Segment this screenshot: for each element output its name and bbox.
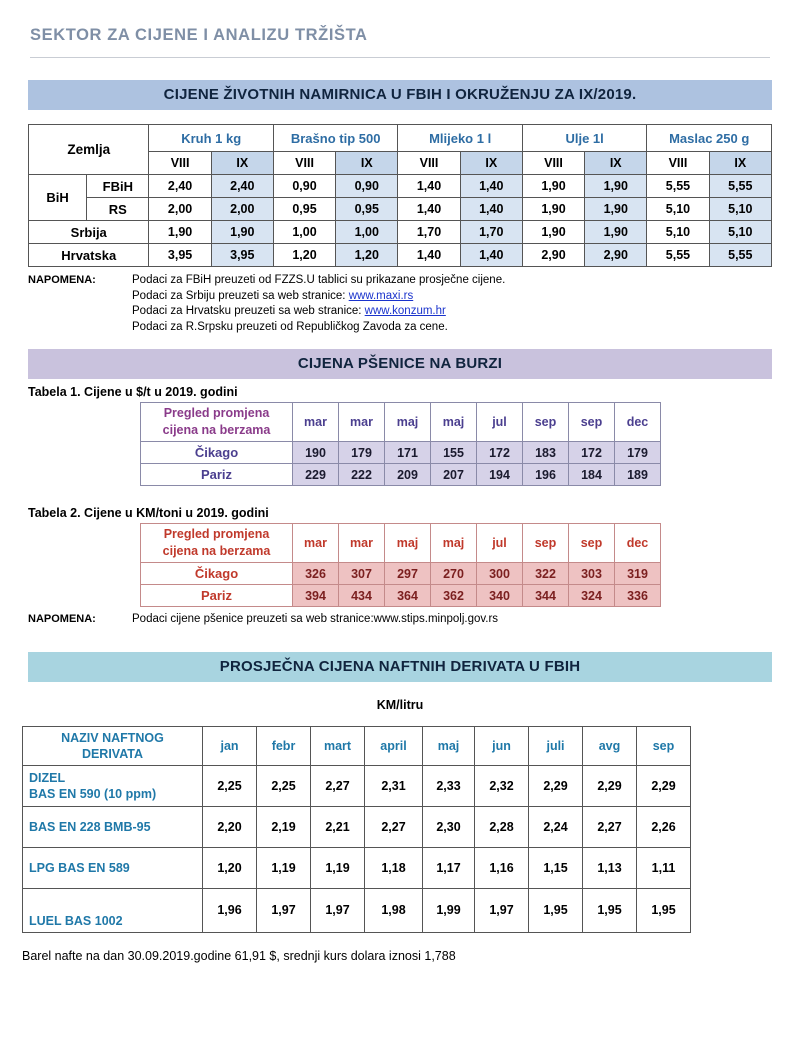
- cell-value: 2,27: [365, 806, 423, 847]
- month-header: IX: [211, 152, 273, 175]
- cell-value: 1,90: [149, 221, 211, 244]
- footer-note: Barel nafte na dan 30.09.2019.godine 61,91 $, srednji kurs dolara iznosi 1,788: [22, 948, 456, 963]
- month-header: jan: [203, 726, 257, 765]
- note-link-maxi[interactable]: www.maxi.rs: [348, 289, 414, 302]
- month-header: sep: [637, 726, 691, 765]
- corner-label-line1: Pregled promjena: [163, 527, 270, 541]
- table-header-row-groups: [29, 125, 772, 152]
- wheat-km-table: [140, 523, 661, 607]
- table-row: [29, 198, 772, 221]
- notes-label: NAPOMENA:: [28, 274, 96, 286]
- cell-value: 5,55: [647, 244, 709, 267]
- cell-value: 172: [477, 442, 523, 464]
- group-header-kruh: Kruh 1 kg: [149, 125, 273, 152]
- cell-value: 5,55: [709, 175, 771, 198]
- month-header: april: [365, 726, 423, 765]
- wheat-usd-table: [140, 402, 661, 486]
- cell-value: 1,19: [257, 847, 311, 888]
- notes-label: NAPOMENA:: [28, 613, 96, 625]
- wheat-table2-caption: Tabela 2. Cijene u KM/toni u 2019. godini: [28, 506, 269, 520]
- row-label-pariz: Pariz: [141, 585, 293, 607]
- cell-value: 1,17: [423, 847, 475, 888]
- cell-value: 196: [523, 464, 569, 486]
- table-row: [23, 765, 691, 806]
- cell-value: 340: [477, 585, 523, 607]
- section-banner-wheat-prices: CIJENA PŠENICE NA BURZI: [28, 349, 772, 379]
- note-text: [132, 289, 800, 305]
- row-label-lpg: LPG BAS EN 589: [23, 847, 203, 888]
- group-header-ulje: Ulje 1l: [522, 125, 646, 152]
- cell-value: 2,28: [475, 806, 529, 847]
- cell-value: 1,11: [637, 847, 691, 888]
- cell-value: 2,33: [423, 765, 475, 806]
- month-header: maj: [431, 524, 477, 563]
- corner-label-line2: cijena na berzama: [162, 423, 271, 437]
- cell-value: 364: [385, 585, 431, 607]
- note-text: [132, 320, 800, 336]
- food-prices-notes: [28, 273, 800, 335]
- row-label-entity: RS: [87, 198, 149, 221]
- document-header: [0, 0, 800, 45]
- row-label-cikago: Čikago: [141, 563, 293, 585]
- cell-value: 190: [293, 442, 339, 464]
- table-row: [23, 888, 691, 932]
- cell-value: 1,40: [460, 175, 522, 198]
- section-banner-food-prices: CIJENE ŽIVOTNIH NAMIRNICA U FBIH I OKRUŽENJU ZA IX/2019.: [28, 80, 772, 110]
- month-header: IX: [460, 152, 522, 175]
- cell-value: 3,95: [149, 244, 211, 267]
- cell-value: 324: [569, 585, 615, 607]
- table-row: [141, 464, 661, 486]
- cell-value: 1,40: [398, 175, 460, 198]
- month-header: mar: [339, 403, 385, 442]
- row-label-entity: FBiH: [87, 175, 149, 198]
- note-link-konzum[interactable]: www.konzum.hr: [364, 305, 446, 317]
- cell-value: 1,00: [273, 221, 335, 244]
- cell-value: 1,40: [398, 244, 460, 267]
- cell-value: 5,10: [709, 198, 771, 221]
- wheat-table1-caption: Tabela 1. Cijene u $/t u 2019. godini: [28, 385, 238, 399]
- table-row: [29, 244, 772, 267]
- cell-value: 1,15: [529, 847, 583, 888]
- cell-value: 1,90: [522, 198, 584, 221]
- cell-value: 1,40: [460, 244, 522, 267]
- cell-value: 300: [477, 563, 523, 585]
- cell-value: 2,90: [522, 244, 584, 267]
- month-header: jul: [477, 403, 523, 442]
- table-row: [141, 442, 661, 464]
- cell-value: 1,95: [637, 888, 691, 932]
- cell-value: 1,99: [423, 888, 475, 932]
- cell-value: 1,00: [336, 221, 398, 244]
- month-header: VIII: [647, 152, 709, 175]
- cell-value: 2,24: [529, 806, 583, 847]
- cell-value: 394: [293, 585, 339, 607]
- month-header: avg: [583, 726, 637, 765]
- cell-value: 322: [523, 563, 569, 585]
- cell-value: 5,55: [709, 244, 771, 267]
- cell-value: 179: [615, 442, 661, 464]
- cell-value: 2,40: [211, 175, 273, 198]
- month-header: VIII: [398, 152, 460, 175]
- note-text-pre: Podaci za Hrvatsku preuzeti sa web stranice:: [132, 305, 365, 317]
- food-prices-table: [28, 124, 772, 267]
- month-header: IX: [336, 152, 398, 175]
- row-label-cikago: Čikago: [141, 442, 293, 464]
- cell-value: 5,55: [647, 175, 709, 198]
- month-header: maj: [423, 726, 475, 765]
- cell-value: 1,97: [475, 888, 529, 932]
- row-label-country: BiH: [29, 175, 87, 221]
- notes-label-spacer: [28, 289, 132, 305]
- cell-value: 270: [431, 563, 477, 585]
- cell-value: 0,95: [336, 198, 398, 221]
- row-label-pariz: Pariz: [141, 464, 293, 486]
- cell-value: 307: [339, 563, 385, 585]
- cell-value: 1,97: [257, 888, 311, 932]
- cell-value: 319: [615, 563, 661, 585]
- cell-value: 2,29: [637, 765, 691, 806]
- cell-value: 172: [569, 442, 615, 464]
- cell-value: 1,90: [211, 221, 273, 244]
- note-row: [28, 320, 800, 336]
- cell-value: 1,95: [529, 888, 583, 932]
- corner-label-zemlja: Zemlja: [29, 125, 149, 175]
- group-header-brasno: Brašno tip 500: [273, 125, 397, 152]
- row-label-line1: DIZEL: [29, 770, 66, 785]
- cell-value: 1,90: [522, 221, 584, 244]
- cell-value: 2,27: [583, 806, 637, 847]
- cell-value: 1,18: [365, 847, 423, 888]
- cell-value: 2,29: [529, 765, 583, 806]
- cell-value: 1,95: [583, 888, 637, 932]
- cell-value: 2,31: [365, 765, 423, 806]
- note-text-pre: Podaci za Srbiju preuzeti sa web stranice:: [132, 289, 349, 302]
- cell-value: 1,90: [585, 221, 647, 244]
- food-prices-table-wrap: [28, 124, 800, 267]
- cell-value: 1,13: [583, 847, 637, 888]
- cell-value: 2,29: [583, 765, 637, 806]
- month-header: maj: [431, 403, 477, 442]
- month-header: maj: [385, 524, 431, 563]
- table-row: [29, 221, 772, 244]
- month-header: mart: [311, 726, 365, 765]
- cell-value: 0,95: [273, 198, 335, 221]
- table-row: [23, 806, 691, 847]
- cell-value: 1,20: [273, 244, 335, 267]
- cell-value: 229: [293, 464, 339, 486]
- month-header: jul: [477, 524, 523, 563]
- cell-value: 2,32: [475, 765, 529, 806]
- cell-value: 1,40: [398, 198, 460, 221]
- cell-value: 2,19: [257, 806, 311, 847]
- month-header: VIII: [522, 152, 584, 175]
- cell-value: 2,00: [211, 198, 273, 221]
- month-header: maj: [385, 403, 431, 442]
- cell-value: 171: [385, 442, 431, 464]
- row-label-country: Srbija: [29, 221, 149, 244]
- row-label-luel: LUEL BAS 1002: [23, 888, 203, 932]
- cell-value: 362: [431, 585, 477, 607]
- cell-value: 2,40: [149, 175, 211, 198]
- cell-value: 1,90: [585, 175, 647, 198]
- group-header-mlijeko: Mlijeko 1 l: [398, 125, 522, 152]
- cell-value: 434: [339, 585, 385, 607]
- cell-value: 1,98: [365, 888, 423, 932]
- cell-value: 1,97: [311, 888, 365, 932]
- cell-value: 1,20: [203, 847, 257, 888]
- month-header: dec: [615, 403, 661, 442]
- cell-value: 303: [569, 563, 615, 585]
- month-header: VIII: [149, 152, 211, 175]
- month-header: dec: [615, 524, 661, 563]
- cell-value: 183: [523, 442, 569, 464]
- cell-value: 326: [293, 563, 339, 585]
- month-header: mar: [293, 403, 339, 442]
- cell-value: 344: [523, 585, 569, 607]
- cell-value: 2,25: [203, 765, 257, 806]
- corner-label-line2: cijena na berzama: [162, 544, 271, 558]
- cell-value: 2,90: [585, 244, 647, 267]
- cell-value: 209: [385, 464, 431, 486]
- note-text: [132, 273, 800, 289]
- fuel-table-wrap: [22, 726, 800, 933]
- note-text-pre: Podaci za FBiH preuzeti od FZZS.U tablici su prikazane prosječne cijene.: [132, 274, 506, 286]
- row-label-bmb95: BAS EN 228 BMB-95: [23, 806, 203, 847]
- month-header: febr: [257, 726, 311, 765]
- corner-label-line2: DERIVATA: [81, 746, 144, 761]
- corner-label-naziv: [23, 726, 203, 765]
- cell-value: 189: [615, 464, 661, 486]
- cell-value: 1,19: [311, 847, 365, 888]
- cell-value: 0,90: [336, 175, 398, 198]
- month-header: jun: [475, 726, 529, 765]
- cell-value: 297: [385, 563, 431, 585]
- corner-label-line1: Pregled promjena: [163, 406, 270, 420]
- note-text: [132, 304, 800, 320]
- month-header: IX: [585, 152, 647, 175]
- cell-value: 3,95: [211, 244, 273, 267]
- cell-value: 179: [339, 442, 385, 464]
- month-header: IX: [709, 152, 771, 175]
- wheat-table1-wrap: [140, 402, 800, 486]
- fuel-prices-table: [22, 726, 691, 933]
- notes-label-spacer: [28, 304, 132, 320]
- month-header: sep: [523, 524, 569, 563]
- month-header: mar: [293, 524, 339, 563]
- cell-value: 1,16: [475, 847, 529, 888]
- cell-value: 1,40: [460, 198, 522, 221]
- cell-value: 2,00: [149, 198, 211, 221]
- note-row: [28, 289, 800, 305]
- cell-value: 2,27: [311, 765, 365, 806]
- wheat-table2-wrap: [140, 523, 800, 607]
- cell-value: 155: [431, 442, 477, 464]
- cell-value: 194: [477, 464, 523, 486]
- month-header: sep: [569, 524, 615, 563]
- notes-label-spacer: [28, 320, 132, 336]
- row-label-dizel: [23, 765, 203, 806]
- fuel-unit-label: KM/litru: [376, 697, 424, 712]
- corner-label-pregled: [141, 403, 293, 442]
- table-row: [141, 563, 661, 585]
- cell-value: 2,26: [637, 806, 691, 847]
- cell-value: 1,90: [522, 175, 584, 198]
- cell-value: 5,10: [647, 221, 709, 244]
- month-header: sep: [569, 403, 615, 442]
- cell-value: 5,10: [709, 221, 771, 244]
- page-title: SEKTOR ZA CIJENE I ANALIZU TRŽIŠTA: [30, 26, 368, 44]
- table-header-row: [23, 726, 691, 765]
- cell-value: 1,70: [460, 221, 522, 244]
- table-row: [141, 585, 661, 607]
- cell-value: 1,90: [585, 198, 647, 221]
- note-text-pre: Podaci za R.Srpsku preuzeti od Republičkog Zavoda za cene.: [132, 320, 448, 333]
- cell-value: 1,70: [398, 221, 460, 244]
- group-header-maslac: Maslac 250 g: [647, 125, 772, 152]
- cell-value: 0,90: [273, 175, 335, 198]
- note-row: [28, 304, 800, 320]
- cell-value: 2,25: [257, 765, 311, 806]
- note-row: [28, 612, 800, 628]
- cell-value: 1,96: [203, 888, 257, 932]
- cell-value: 5,10: [647, 198, 709, 221]
- section-banner-fuel-prices: PROSJEČNA CIJENA NAFTNIH DERIVATA U FBIH: [28, 652, 772, 682]
- month-header: juli: [529, 726, 583, 765]
- note-row: [28, 273, 800, 289]
- cell-value: 2,20: [203, 806, 257, 847]
- cell-value: 2,30: [423, 806, 475, 847]
- row-label-line2: BAS EN 590 (10 ppm): [29, 786, 157, 801]
- month-header: mar: [339, 524, 385, 563]
- cell-value: 207: [431, 464, 477, 486]
- cell-value: 222: [339, 464, 385, 486]
- month-header: sep: [523, 403, 569, 442]
- month-header: VIII: [273, 152, 335, 175]
- cell-value: 184: [569, 464, 615, 486]
- cell-value: 336: [615, 585, 661, 607]
- row-label-country: Hrvatska: [29, 244, 149, 267]
- cell-value: 2,21: [311, 806, 365, 847]
- table-row: [29, 175, 772, 198]
- note-text: Podaci cijene pšenice preuzeti sa web stranice:www.stips.minpolj.gov.rs: [132, 613, 499, 625]
- corner-label-line1: NAZIV NAFTNOG: [61, 730, 164, 745]
- cell-value: 1,20: [336, 244, 398, 267]
- wheat-notes: [28, 612, 800, 628]
- corner-label-pregled: [141, 524, 293, 563]
- table-row: [23, 847, 691, 888]
